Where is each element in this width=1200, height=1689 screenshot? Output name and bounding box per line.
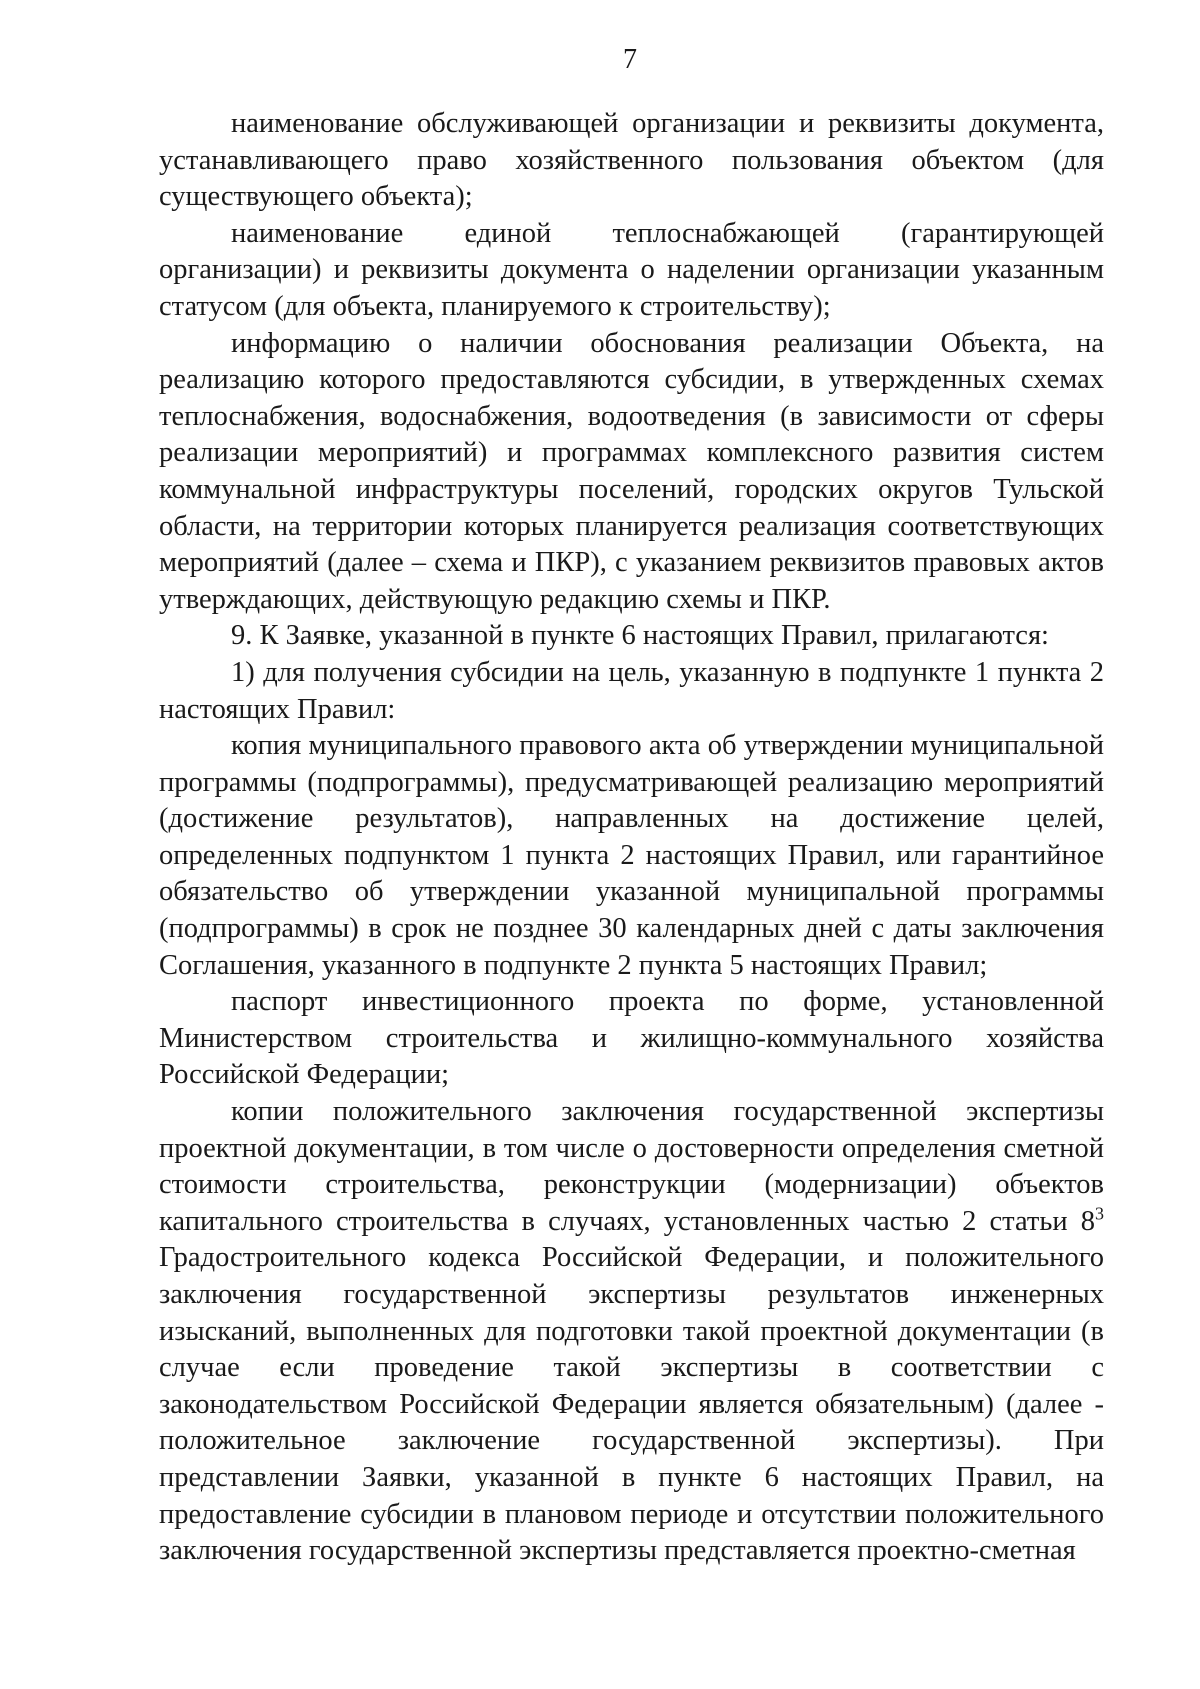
- paragraph-investment-passport: паспорт инвестиционного проекта по форме, установленной Министерством строительства и жилищно-коммунального хозяйства Российской Федерации;: [159, 986, 1104, 1091]
- paragraph-service-organization: наименование обслуживающей организации и реквизиты документа, устанавливающего право хозяйственного пользования объектом (для существующего объекта);: [159, 108, 1104, 213]
- paragraph-justification-info: информацию о наличии обоснования реализации Объекта, на реализацию которого предоставляются субсидии, в утвержденных схемах теплоснабжения, водоснабжения, водоотведения (в зависимости от сферы реализации мероприятий) и программах комплексного развития систем коммунальной инфраструктуры поселений, городских округов Тульской области, на территории которых планируется реализация соответствующих мероприятий (далее – схема и ПКР), с указанием реквизитов правовых актов утверждающих, действующую редакцию схемы и ПКР.: [159, 327, 1104, 615]
- paragraph-state-expertise-part1: копии положительного заключения государственной экспертизы проектной документации, в том числе о достоверности определения сметной стоимости строительства, реконструкции (модернизации) объектов капитального строительства в случаях, установленных частью 2 статьи 8: [159, 1096, 1104, 1237]
- paragraph-municipal-act: копия муниципального правового акта об утверждении муниципальной программы (подпрограммы), предусматривающей реализацию мероприятий (достижение результатов), направленных на достижение целей, определенных подпунктом 1 пункта 2 настоящих Правил, или гарантийное обязательство об утверждении указанной муниципальной программы (подпрограммы) в срок не позднее 30 календарных дней с даты заключения Соглашения, указанного в подпункте 2 пункта 5 настоящих Правил;: [159, 730, 1104, 981]
- article-superscript: 3: [1095, 1203, 1104, 1224]
- document-body: [159, 106, 1104, 1570]
- paragraph-item-9: 9. К Заявке, указанной в пункте 6 настоящих Правил, прилагаются:: [231, 620, 1049, 652]
- page-number: 7: [623, 44, 637, 75]
- paragraph-heat-supply-organization: наименование единой теплоснабжающей (гарантирующей организации) и реквизиты документа о наделении организации указанным статусом (для объекта, планируемого к строительству);: [159, 217, 1104, 322]
- paragraph-subitem-1: 1) для получения субсидии на цель, указанную в подпункте 1 пункта 2 настоящих Правил:: [159, 656, 1104, 725]
- paragraph-state-expertise-part2: Градостроительного кодекса Российской Федерации, и положительного заключения государственной экспертизы результатов инженерных изысканий, выполненных для подготовки такой проектной документации (в случае если проведение такой экспертизы в соответствии с законодательством Российской Федерации является обязательным) (далее - положительное заключение государственной экспертизы). При представлении Заявки, указанной в пункте 6 настоящих Правил, на предоставление субсидии в плановом периоде и отсутствии положительного заключения государственной экспертизы представляется проектно-сметная: [159, 1242, 1104, 1567]
- paragraph-state-expertise: [159, 1094, 1104, 1570]
